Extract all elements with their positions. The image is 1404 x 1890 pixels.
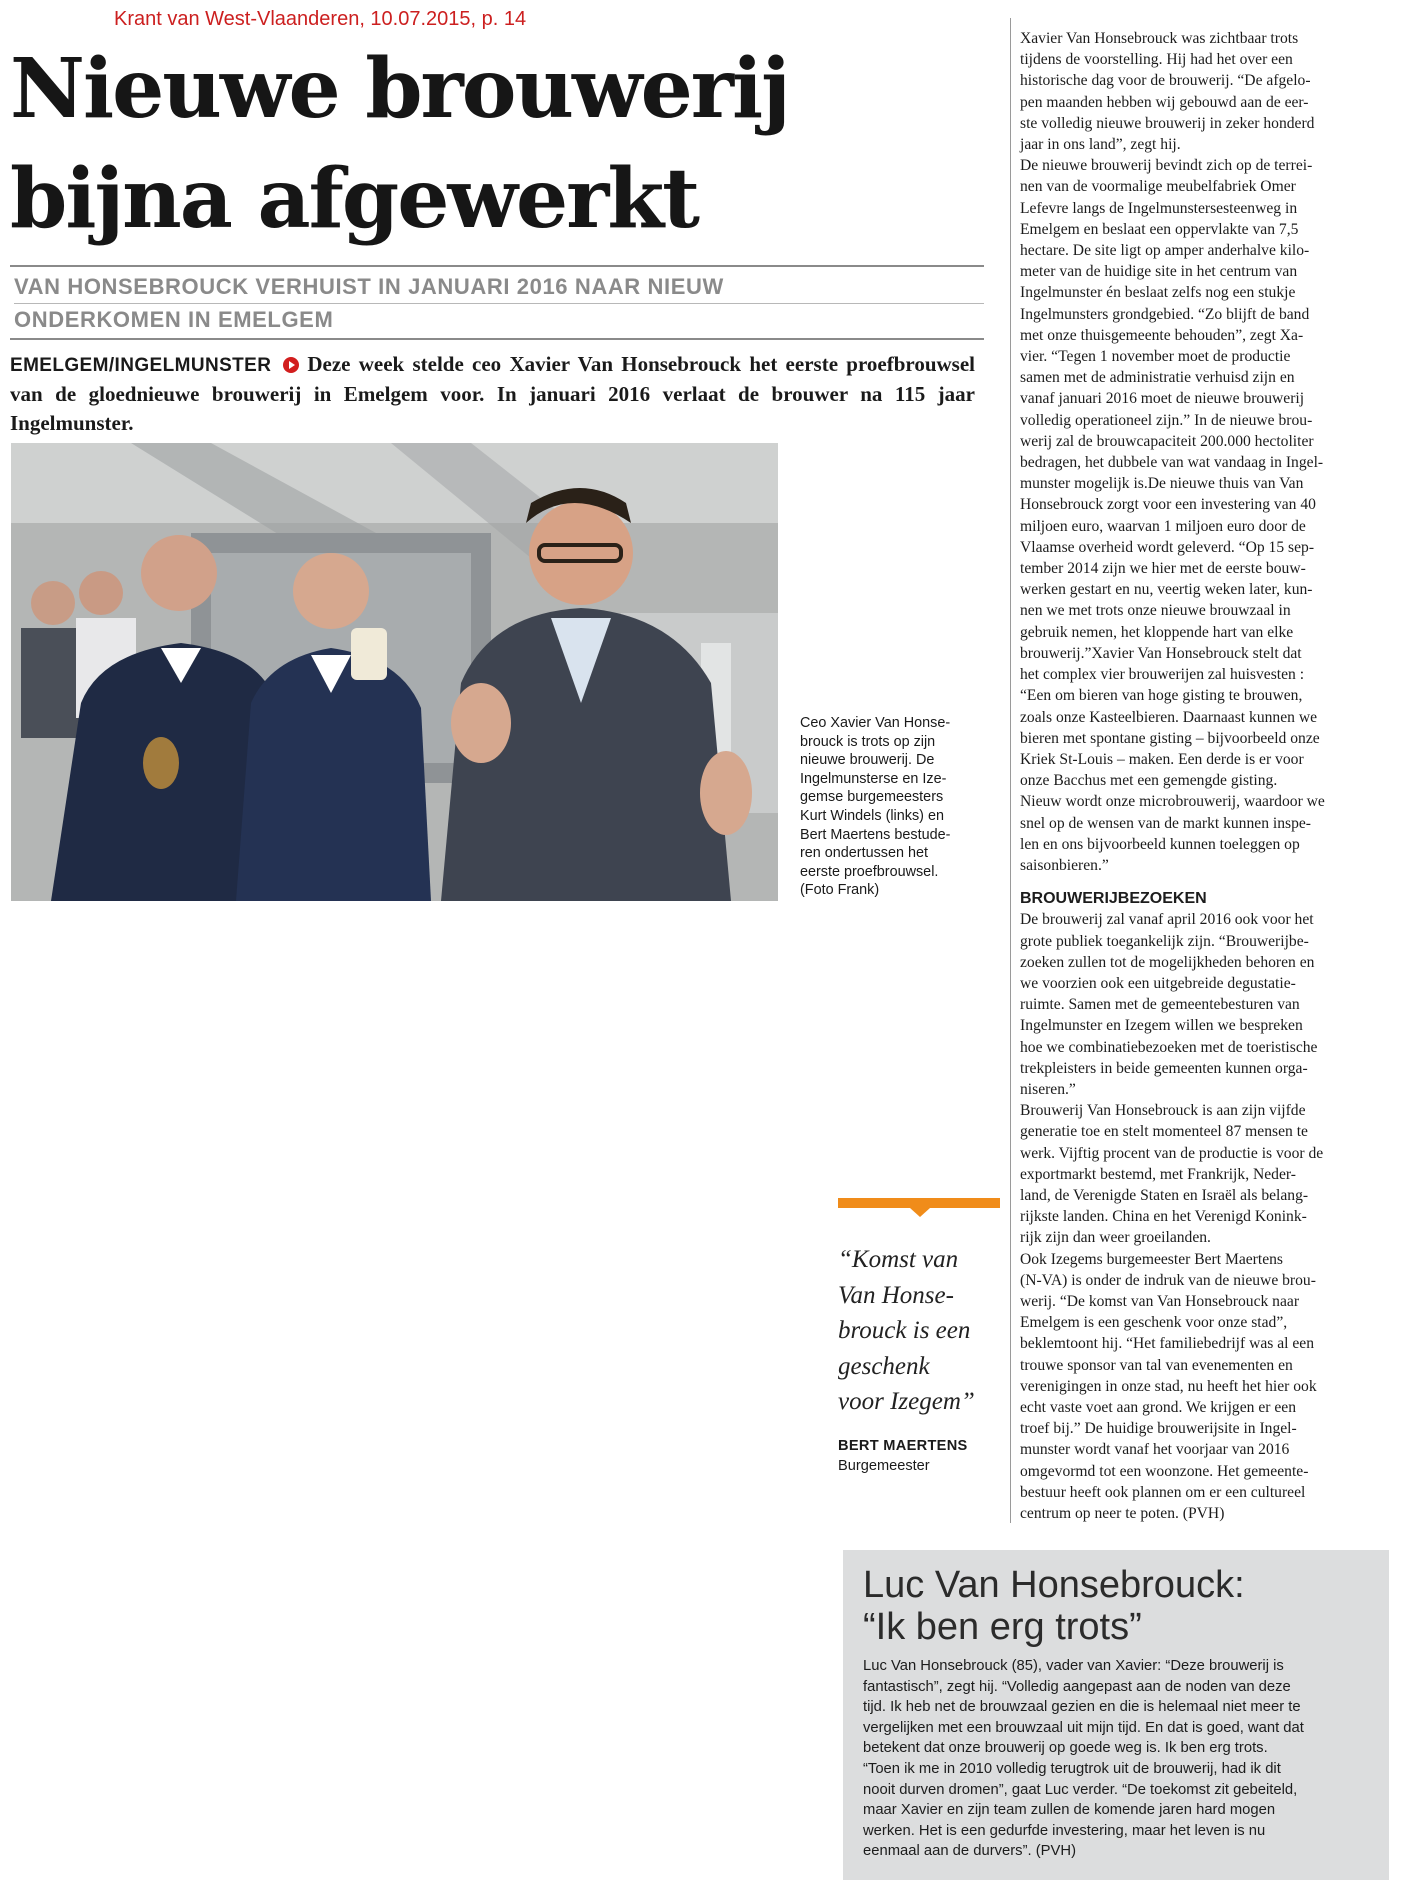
text-line: tember 2014 zijn we hier met de eerste bouw- — [1020, 560, 1306, 578]
dateline: EMELGEM/INGELMUNSTER — [10, 355, 272, 376]
text-line: onze Bacchus met een gemengde gisting. — [1020, 772, 1278, 790]
text-line: we voorzien ook een uitgebreide degustatie- — [1020, 974, 1296, 992]
text-line: land, de Verenigde Staten en Israël als belang- — [1020, 1186, 1309, 1204]
text-line: werij. “De komst van Van Honsebrouck naar — [1020, 1292, 1300, 1310]
sidebar-box — [843, 1550, 1389, 1880]
text-line: niseren.” — [1020, 1080, 1076, 1098]
section-heading: BROUWERIJBEZOEKEN — [1020, 890, 1207, 908]
source-reference: Krant van West-Vlaanderen, 10.07.2015, p. 14 — [114, 8, 527, 30]
text-line: werken gestart en nu, veertig weken later, kun- — [1020, 581, 1313, 599]
text-line: munster wordt vanaf het voorjaar van 2016 — [1020, 1441, 1290, 1459]
text-line: omgevormd tot een woonzone. Het gemeente- — [1020, 1462, 1309, 1480]
pull-quote-line: geschenk — [838, 1352, 930, 1380]
text-line: vier. “Tegen 1 november moet de productie — [1020, 348, 1291, 366]
text-line: Ook Izegems burgemeester Bert Maertens — [1020, 1250, 1283, 1268]
text-line: exportmarkt bestemd, met Frankrijk, Neder- — [1020, 1165, 1296, 1183]
caption-line: gemse burgemeesters — [800, 789, 944, 806]
headline-line: Nieuwe brouwerij — [10, 41, 789, 137]
text-line: Luc Van Honsebrouck (85), vader van Xavier: “Deze brouwerij is — [863, 1658, 1284, 1674]
caption-line: brouck is trots op zijn — [800, 733, 936, 750]
text-line: bieren met spontane gisting – bijvoorbeeld onze — [1020, 729, 1320, 747]
photo-caption — [800, 714, 990, 900]
text-line: vanaf januari 2016 moet de nieuwe brouwerij — [1020, 390, 1305, 408]
text-line: maar Xavier en zijn team zullen de komende jaren hard mogen — [863, 1802, 1276, 1819]
text-line: trekpleisters in beide gemeenten kunnen orga- — [1020, 1059, 1308, 1077]
text-line: verenigingen in onze stad, nu heeft het hier ook — [1020, 1377, 1317, 1395]
text-line: bedragen, het dubbele van wat vandaag in Ingel- — [1020, 454, 1324, 472]
text-line: samen met de administratie verhuisd zijn en — [1020, 369, 1295, 387]
text-line: echt vaste voet aan grond. We krijgen er een — [1020, 1399, 1296, 1416]
text-line: generatie toe en stelt momenteel 87 mensen te — [1020, 1123, 1308, 1141]
sidebar-title-line: “Ik ben erg trots” — [863, 1606, 1142, 1648]
sidebar-title-line: Luc Van Honsebrouck: — [863, 1564, 1245, 1606]
pull-quote-line: voor Izegem” — [838, 1388, 975, 1415]
caption-line: eerste proefbrouwsel. — [800, 863, 939, 880]
text-line: len en ons bijvoorbeeld kunnen toeleggen op — [1020, 835, 1300, 853]
subheadline-line: VAN HONSEBROUCK VERHUIST IN JANUARI 2016 NAAR NIEUW — [14, 274, 724, 299]
text-line: trouwe sponsor van tal van evenementen en — [1020, 1356, 1293, 1374]
text-line: meter van de huidige site in het centrum van — [1020, 263, 1298, 281]
subheadline-line: ONDERKOMEN IN EMELGEM — [14, 303, 984, 336]
text-line: historische dag voor de brouwerij. “De afgelo- — [1020, 72, 1311, 90]
text-line: eenmaal aan de durvers”. (PVH) — [863, 1843, 1077, 1860]
pull-quote-line: Van Honse- — [838, 1281, 954, 1309]
text-line: munster mogelijk is.De nieuwe thuis van Van — [1020, 475, 1304, 493]
text-line: bestuur heeft ook plannen om er een cultureel — [1020, 1483, 1306, 1501]
text-line: nen van de voormalige meubelfabriek Omer — [1020, 178, 1296, 196]
text-line: rijkste landen. China en het Verenigd Konink- — [1020, 1208, 1307, 1226]
text-line: nen we met trots onze nieuwe brouwzaal in — [1020, 602, 1291, 620]
text-line: werk. Vijftig procent van de productie is voor de — [1020, 1144, 1324, 1162]
text-line: ruimte. Samen met de gemeentebesturen van — [1020, 996, 1300, 1014]
text-line: vergelijken met een brouwzaal uit mijn tijd. En dat is goed, want dat — [863, 1719, 1304, 1736]
text-line: hoe we combinatiebezoeken met de toeristische — [1020, 1038, 1318, 1056]
text-line: ste volledig nieuwe brouwerij in zeker honderd — [1020, 114, 1315, 132]
pull-quote-line: “Komst van — [838, 1246, 959, 1273]
text-line: Ingelmunster én beslaat zelfs nog een stukje — [1020, 284, 1296, 302]
caption-line: Kurt Windels (links) en — [800, 807, 944, 824]
text-line: Vlaamse overheid wordt geleverd. “Op 15 sep- — [1020, 538, 1315, 556]
body-part-1 — [1020, 28, 1395, 876]
text-line: met onze thuisgemeente behouden”, zegt Xa- — [1020, 326, 1304, 344]
pull-quote-line: brouck is een — [838, 1317, 971, 1344]
subheadline — [10, 265, 984, 340]
caption-line: Ceo Xavier Van Honse- — [800, 715, 951, 731]
caption-line: nieuwe brouwerij. De — [800, 752, 935, 769]
article-body — [1020, 28, 1395, 1524]
text-line: werij zal de brouwcapaciteit 200.000 hectoliter — [1020, 432, 1314, 450]
caption-line: (Foto Frank) — [800, 882, 880, 899]
text-line: pen maanden hebben wij gebouwd aan de eer- — [1020, 93, 1309, 111]
text-line: zoeken zullen tot de mogelijkheden behoren en — [1020, 953, 1315, 971]
text-line: Lefevre langs de Ingelmunstersesteenweg in — [1020, 199, 1298, 217]
text-line: het complex vier brouwerijen zal huisvesten : — [1020, 666, 1305, 684]
text-line: De nieuwe brouwerij bevindt zich op de terrei- — [1020, 157, 1313, 175]
text-line: brouwerij.”Xavier Van Honsebrouck stelt dat — [1020, 644, 1302, 662]
caption-line: Ingelmunsterse en Ize- — [800, 770, 947, 787]
text-line: tijd. Ik heb net de brouwzaal gezien en die is helemaal niet meer te — [863, 1699, 1301, 1716]
text-line: Honsebrouck zorgt voor een investering van 40 — [1020, 496, 1316, 514]
sidebar-title — [863, 1564, 1383, 1648]
quote-accent-bar — [838, 1198, 1000, 1208]
sidebar-body — [863, 1656, 1383, 1862]
text-line: troef bij.” De huidige brouwerijsite in Ingel- — [1020, 1420, 1297, 1438]
quote-accent-notch — [910, 1208, 930, 1217]
text-line: betekent dat onze brouwerij op goede weg is. Ik ben erg trots. — [863, 1740, 1268, 1757]
lead-paragraph — [10, 350, 975, 438]
text-line: De brouwerij zal vanaf april 2016 ook voor het — [1020, 911, 1314, 929]
quote-author-role: Burgemeester — [838, 1458, 930, 1474]
article-photo — [11, 443, 778, 901]
text-line: Ingelmunster en Izegem willen we bespreken — [1020, 1017, 1303, 1035]
text-line: Brouwerij Van Honsebrouck is aan zijn vijfde — [1020, 1102, 1306, 1120]
text-line: nooit durven dromen”, gaat Luc verder. “De toekomst zit gebeiteld, — [863, 1781, 1298, 1798]
text-line: “Toen ik me in 2010 volledig terugtrok uit de brouwerij, had ik dit — [863, 1760, 1281, 1777]
text-line: Kriek St-Louis – maken. Een derde is er voor — [1020, 750, 1304, 768]
lead-text: Deze week stelde ceo Xavier Van Honsebrouck het eerste proefbrouwsel van de gloednieuwe brouwerij in Emelgem voor. In januari 2016 verlaat de brouwer na 115 jaar Ingelmunster. — [10, 352, 975, 435]
text-line: “Een om bieren van hoge gisting te brouwen, — [1020, 687, 1303, 705]
text-line: Emelgem is een geschenk voor onze stad”, — [1020, 1314, 1288, 1332]
headline-line: bijna afgewerkt — [10, 151, 699, 247]
text-line: tijdens de voorstelling. Hij had het over een — [1020, 51, 1293, 69]
text-line: miljoen euro, waarvan 1 miljoen euro door de — [1020, 517, 1306, 535]
text-line: saisonbieren.” — [1020, 856, 1109, 874]
headline — [10, 34, 990, 254]
text-line: (N-VA) is onder de indruk van de nieuwe brou- — [1020, 1271, 1316, 1289]
caption-line: ren ondertussen het — [800, 845, 929, 862]
text-line: werken. Het is een gedurfde investering, maar het leven is nu — [863, 1822, 1266, 1839]
arrow-right-circle-icon — [283, 357, 299, 373]
text-line: Ingelmunsters grondgebied. “Zo blijft de band — [1020, 305, 1310, 323]
text-line: jaar in ons land”, zegt hij. — [1020, 136, 1181, 154]
body-part-2 — [1020, 909, 1395, 1524]
text-line: grote publiek toegankelijk zijn. “Brouwerijbe- — [1020, 932, 1309, 950]
text-line: rijk zijn dan weer groeilanden. — [1020, 1229, 1211, 1247]
text-line: snel op de wensen van de markt kunnen inspe- — [1020, 814, 1312, 832]
text-line: volledig operationeel zijn.” In de nieuwe brou- — [1020, 411, 1313, 429]
text-line: zoals onze Kasteelbieren. Daarnaast kunnen we — [1020, 708, 1318, 726]
text-line: hectare. De site ligt op amper anderhalve kilo- — [1020, 242, 1310, 260]
text-line: Emelgem en beslaat een oppervlakte van 7,5 — [1020, 220, 1299, 238]
text-line: Nieuw wordt onze microbrouwerij, waardoor we — [1020, 793, 1325, 811]
text-line: Xavier Van Honsebrouck was zichtbaar trots — [1020, 30, 1299, 47]
caption-line: Bert Maertens bestude- — [800, 826, 951, 843]
quote-author: BERT MAERTENS — [838, 1438, 968, 1454]
text-line: gebruik nemen, het kloppende hart van elke — [1020, 623, 1294, 641]
text-line: beklemtoont hij. “Het familiebedrijf was al een — [1020, 1335, 1315, 1353]
text-line: centrum op neer te poten. (PVH) — [1020, 1505, 1225, 1523]
pull-quote — [838, 1242, 1013, 1420]
text-line: fantastisch”, zegt hij. “Volledig aangepast aan de noden van deze — [863, 1678, 1291, 1695]
